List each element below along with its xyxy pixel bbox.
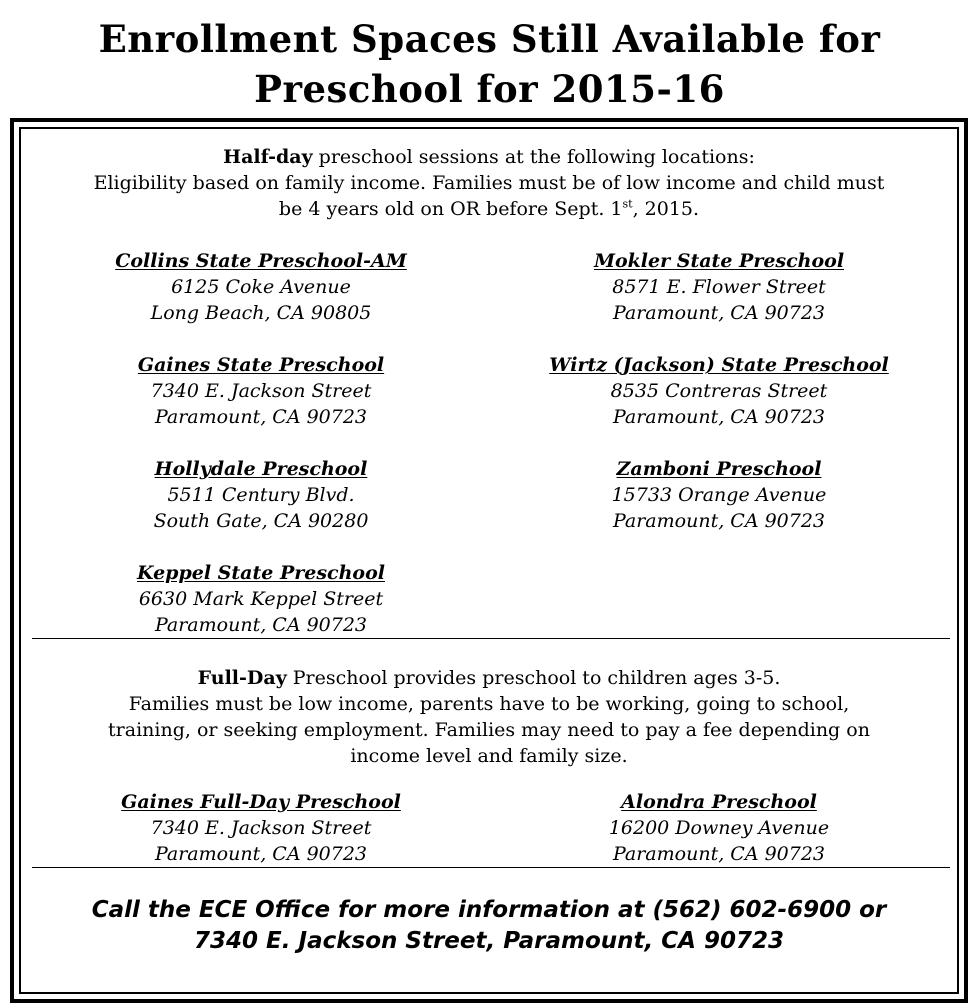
footer-line-1: Call the ECE Office for more information at (562) 602-6900 or: [91, 897, 887, 923]
location-wirtz: [499, 352, 939, 430]
location-name: Alondra Preschool: [621, 791, 817, 813]
title-line-1: Enrollment Spaces Still Available for: [98, 17, 881, 61]
section-divider-2: [32, 867, 950, 868]
halfday-age-line: [14, 196, 964, 222]
fullday-intro: [14, 665, 964, 769]
location-hollydale: [41, 456, 481, 534]
location-city: Paramount, CA 90723: [154, 614, 368, 636]
location-name: Wirtz (Jackson) State Preschool: [549, 354, 889, 376]
halfday-lead-text: preschool sessions at the following locations:: [312, 146, 755, 168]
halfday-label: Half-day: [223, 146, 313, 168]
fullday-line-3: training, or seeking employment. Families may need to pay a fee depending on: [108, 719, 870, 741]
location-street: 8571 E. Flower Street: [612, 276, 826, 298]
footer-line-2: 7340 E. Jackson Street, Paramount, CA 90723: [194, 928, 784, 954]
location-street: 6630 Mark Keppel Street: [138, 588, 384, 610]
location-city: Paramount, CA 90723: [154, 406, 368, 428]
notice-frame: [10, 118, 968, 1003]
location-gaines-fullday: [41, 789, 481, 867]
location-city: South Gate, CA 90280: [153, 510, 369, 532]
location-name: Hollydale Preschool: [154, 458, 368, 480]
fullday-label: Full-Day: [197, 667, 287, 689]
location-street: 7340 E. Jackson Street: [150, 817, 372, 839]
location-street: 7340 E. Jackson Street: [150, 380, 372, 402]
title-line-2: Preschool for 2015-16: [254, 67, 725, 111]
location-street: 15733 Orange Avenue: [611, 484, 827, 506]
fullday-lead-text: Preschool provides preschool to children ages 3-5.: [286, 667, 781, 689]
location-city: Paramount, CA 90723: [154, 843, 368, 865]
halfday-eligibility-line: Eligibility based on family income. Families must be of low income and child must: [93, 172, 885, 194]
halfday-intro-line-1: [14, 144, 964, 170]
page-title: [0, 14, 979, 114]
location-city: Paramount, CA 90723: [612, 406, 826, 428]
halfday-age-year: , 2015.: [632, 198, 700, 220]
location-gaines: [41, 352, 481, 430]
location-street: 5511 Century Blvd.: [167, 484, 355, 506]
halfday-intro: [14, 144, 964, 222]
location-zamboni: [499, 456, 939, 534]
location-name: Collins State Preschool-AM: [115, 250, 407, 272]
location-city: Paramount, CA 90723: [612, 843, 826, 865]
location-street: 16200 Downey Avenue: [608, 817, 830, 839]
fullday-intro-line-1: [14, 665, 964, 691]
location-name: Zamboni Preschool: [616, 458, 822, 480]
location-street: 8535 Contreras Street: [610, 380, 828, 402]
halfday-age-sup: st: [622, 197, 633, 211]
location-name: Mokler State Preschool: [593, 250, 845, 272]
location-name: Gaines State Preschool: [137, 354, 385, 376]
section-divider-1: [32, 638, 950, 639]
location-city: Paramount, CA 90723: [612, 302, 826, 324]
contact-footer: [14, 895, 964, 957]
fullday-line-4: income level and family size.: [350, 745, 628, 767]
location-street: 6125 Coke Avenue: [171, 276, 351, 298]
location-alondra: [499, 789, 939, 867]
location-city: Long Beach, CA 90805: [150, 302, 372, 324]
halfday-age-text: be 4 years old on OR before Sept. 1: [278, 198, 623, 220]
location-city: Paramount, CA 90723: [612, 510, 826, 532]
location-keppel: [41, 560, 481, 638]
location-name: Gaines Full-Day Preschool: [121, 791, 401, 813]
fullday-line-2: Families must be low income, parents have to be working, going to school,: [128, 693, 850, 715]
location-name: Keppel State Preschool: [137, 562, 385, 584]
location-mokler: [499, 248, 939, 326]
location-collins: [41, 248, 481, 326]
